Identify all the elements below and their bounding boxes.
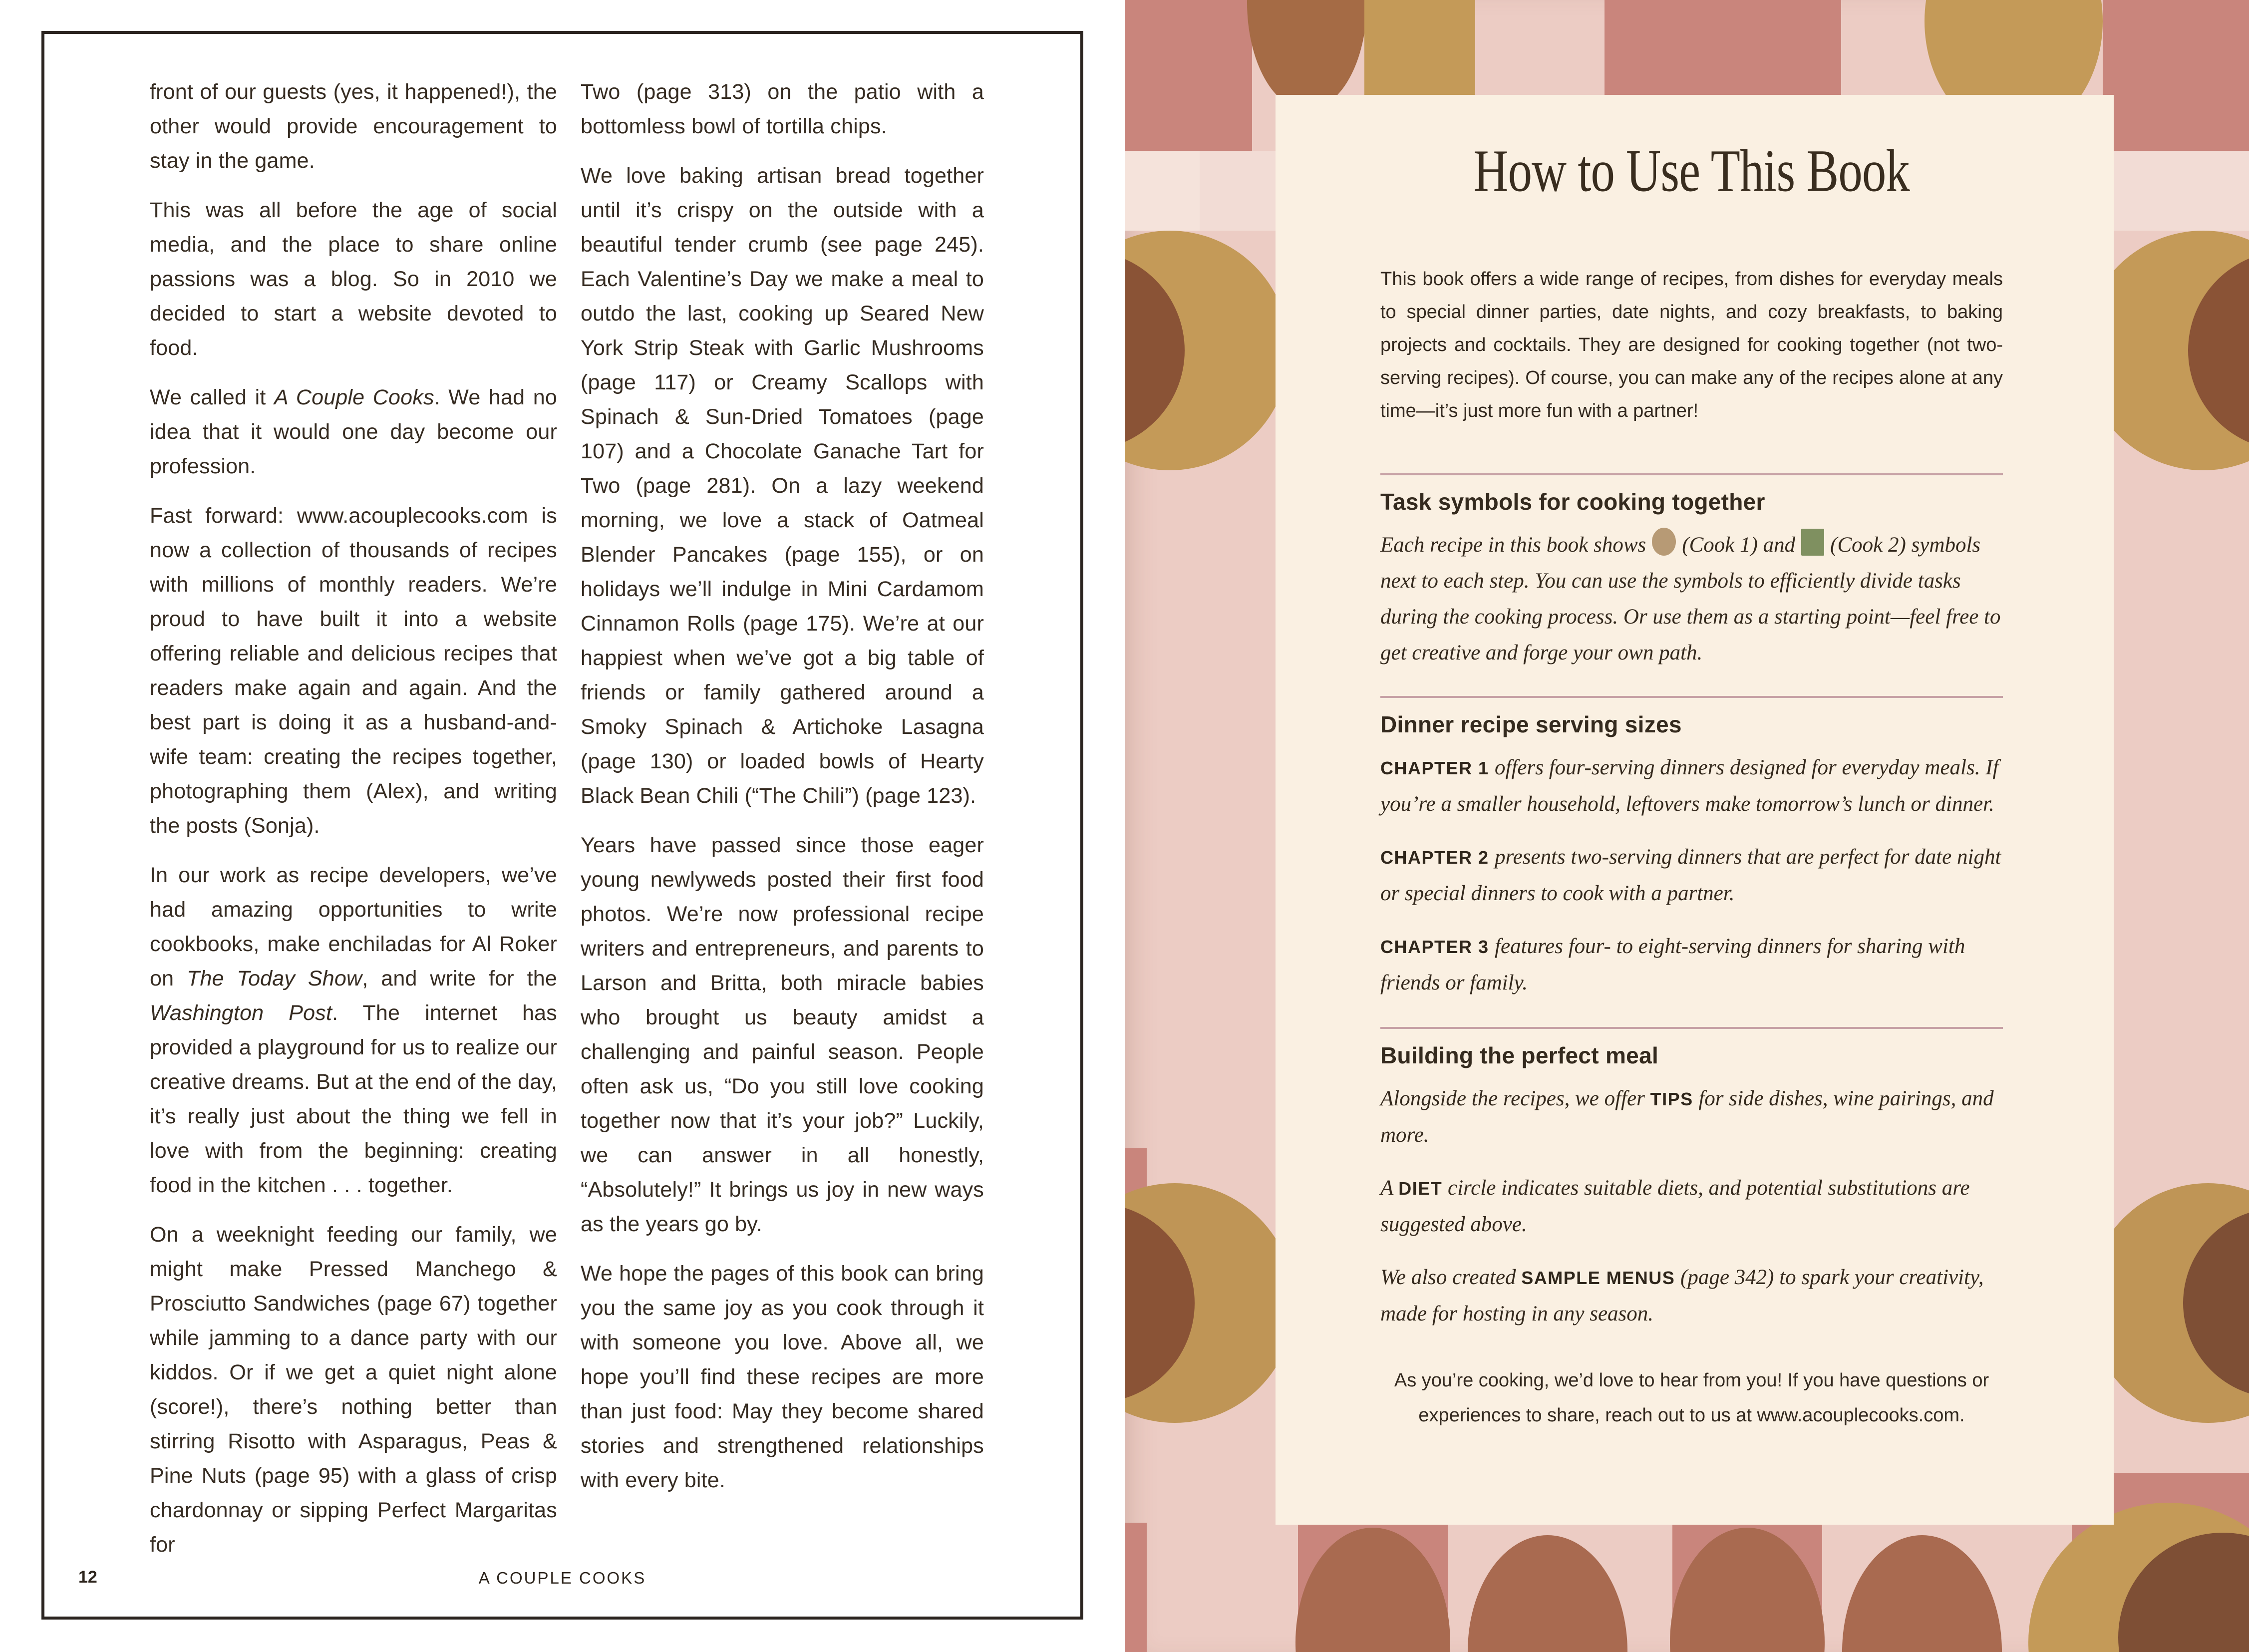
cook2-square-icon <box>1801 529 1824 556</box>
closing-paragraph: As you’re cooking, we’d love to hear from you! If you have questions or experiences to share, reach out to us at www.acouplecooks.com. <box>1394 1369 1989 1426</box>
page-number: 12 <box>78 1568 97 1587</box>
paragraph: We also created SAMPLE MENUS (page 342) to spark your creativity, made for hosting in any season. <box>1380 1265 1984 1325</box>
section-rule <box>1380 1027 2003 1029</box>
paragraph: We love baking artisan bread together until it’s crispy on the outside with a beautiful tender crumb (see page 245). Each Valentine’s Day we make a meal to outdo the last, cooking up Seared New York Strip Steak with Garlic Mushrooms (page 117) or Creamy Scallops with Spinach & Sun-Dried Tomatoes (page 107) and a Chocolate Ganache Tart for Two (page 281). On a lazy weekend morning, we love a stack of Oatmeal Blender Pancakes (page 155), or on holidays we’ll indulge in Mini Cardamom Cinnamon Rolls (page 175). We’re at our happiest when we’ve got a big table of friends or family gathered around a Smoky Spinach & Artichoke Lasagna (page 130) or loaded bowls of Hearty Black Bean Chili (“The Chili”) (page 123). <box>581 164 984 808</box>
paragraph: CHAPTER 1 offers four-serving dinners designed for everyday meals. If you’re a smaller household, leftovers make tomorrow’s lunch or dinner. <box>1380 755 1999 816</box>
paragraph: Fast forward: www.acouplecooks.com is now a collection of thousands of recipes with millions of monthly readers. We’re proud to have built it into a website offering reliable and delicious recipes that readers make again and again. And the best part is doing it as a husband-and-wife team: creating the recipes together, photographing them (Alex), and writing the posts (Sonja). <box>150 504 557 838</box>
pattern-rose-bar-icon <box>1125 1523 1147 1652</box>
pattern-rose-block-icon <box>1125 0 1252 151</box>
paragraph: We called it A Couple Cooks. We had no idea that it would one day become our profession. <box>150 385 557 478</box>
paragraph: We hope the pages of this book can bring you the same joy as you cook through it with someone you love. Above all, we hope you’ll find these recipes are more than just food: May they become shared stories and strengthened relationships with every bite. <box>581 1262 984 1492</box>
pattern-twotone-circle-icon <box>1125 231 1289 470</box>
paragraph: In our work as recipe developers, we’ve had amazing opportunities to write cookbooks, make enchiladas for Al Roker on The Today Show, and write for the Washington Post. The internet has provided a playground for us to realize our creative dreams. But at the end of the day, it’s really just about the thing we fell in love with from the beginning: creating food in the kitchen . . . together. <box>150 863 557 1197</box>
pattern-rose-block-icon <box>2103 0 2249 151</box>
content-panel <box>1276 95 2114 1525</box>
page-title-text: How to Use This Book <box>1473 137 1910 205</box>
paragraph: CHAPTER 2 presents two-serving dinners that are perfect for date night or special dinners to cook with a partner. <box>1380 845 2001 905</box>
paragraph: front of our guests (yes, it happened!), the other would provide encouragement to stay in the game. <box>150 80 557 173</box>
cook1-circle-icon <box>1652 528 1676 556</box>
section-task-symbols <box>1380 473 2003 671</box>
paragraph: CHAPTER 3 features four- to eight-serving dinners for sharing with friends or family. <box>1380 934 1965 994</box>
paragraph: A DIET circle indicates suitable diets, and potential substitutions are suggested above. <box>1380 1176 1970 1236</box>
section-rule <box>1380 473 2003 475</box>
section-heading: Dinner recipe serving sizes <box>1380 711 1682 737</box>
pattern-crescent-icon <box>1125 251 1185 450</box>
left-column-2 <box>581 75 984 1513</box>
pattern-crescent-icon <box>1125 1203 1195 1403</box>
pattern-terracotta-ellipse-icon <box>1842 1535 2002 1652</box>
section-rule <box>1380 696 2003 698</box>
pattern-crescent-icon <box>2118 1533 2249 1652</box>
right-page <box>1125 0 2249 1652</box>
page-title <box>1380 137 2003 205</box>
pattern-terracotta-ellipse-icon <box>1468 1535 1627 1652</box>
section-serving-sizes <box>1380 696 2003 1001</box>
pattern-crescent-icon <box>2188 251 2249 450</box>
pattern-brown-dome-icon <box>1247 0 1367 110</box>
pattern-twotone-circle-icon <box>2028 1503 2249 1652</box>
paragraph: Years have passed since those eager young newlyweds posted their first food photos. We’re now professional recipe writers and entrepreneurs, and parents to Larson and Britta, both miracle babies who brought us beauty amidst a challenging and painful season. People often ask us, “Do you still love cooking together now that it’s your job?” Luckily, we can answer in all honestly, “Absolutely!” It brings us joy in new ways as the years go by. <box>581 833 984 1236</box>
paragraph: Each recipe in this book shows (Cook 1) and (Cook 2) symbols next to each step. You can use the symbols to efficiently divide tasks during the cooking process. Or use them as a starting point—feel free to get creative and forge your own path. <box>1380 527 2003 671</box>
running-footer: A COUPLE COOKS <box>478 1569 646 1587</box>
paragraph: This was all before the age of social media, and the place to share online passions was a blog. So in 2010 we decided to start a website devoted to food. <box>150 198 557 360</box>
pattern-pale-rect-icon <box>1125 151 1200 231</box>
left-column-1 <box>150 75 557 1577</box>
intro-paragraph: This book offers a wide range of recipes, from dishes for everyday meals to special dinner parties, date nights, and cozy breakfasts, to baking projects and cocktails. They are designed for cooking together (not two-serving recipes). Of course, you can make any of the recipes alone at any time—it’s just more fun with a partner! <box>1380 268 2003 421</box>
section-heading: Task symbols for cooking together <box>1380 488 1765 515</box>
paragraph: On a weeknight feeding our family, we might make Pressed Manchego & Prosciutto Sandwiches (page 67) together while jamming to a dance party with our kiddos. Or if we get a quiet night alone (score!), there’s nothing better than stirring Risotto with Asparagus, Peas & Pine Nuts (page 95) with a glass of crisp chardonnay or sipping Perfect Margaritas for <box>150 1223 557 1557</box>
section-heading: Building the perfect meal <box>1380 1042 1659 1068</box>
section-perfect-meal <box>1380 1027 2003 1332</box>
pattern-crescent-icon <box>2183 1208 2249 1398</box>
paragraph: Alongside the recipes, we offer TIPS for side dishes, wine pairings, and more. <box>1380 1086 1994 1147</box>
paragraph: Two (page 313) on the patio with a bottomless bowl of tortilla chips. <box>581 80 984 138</box>
pattern-twotone-circle-icon <box>1125 1183 1294 1423</box>
